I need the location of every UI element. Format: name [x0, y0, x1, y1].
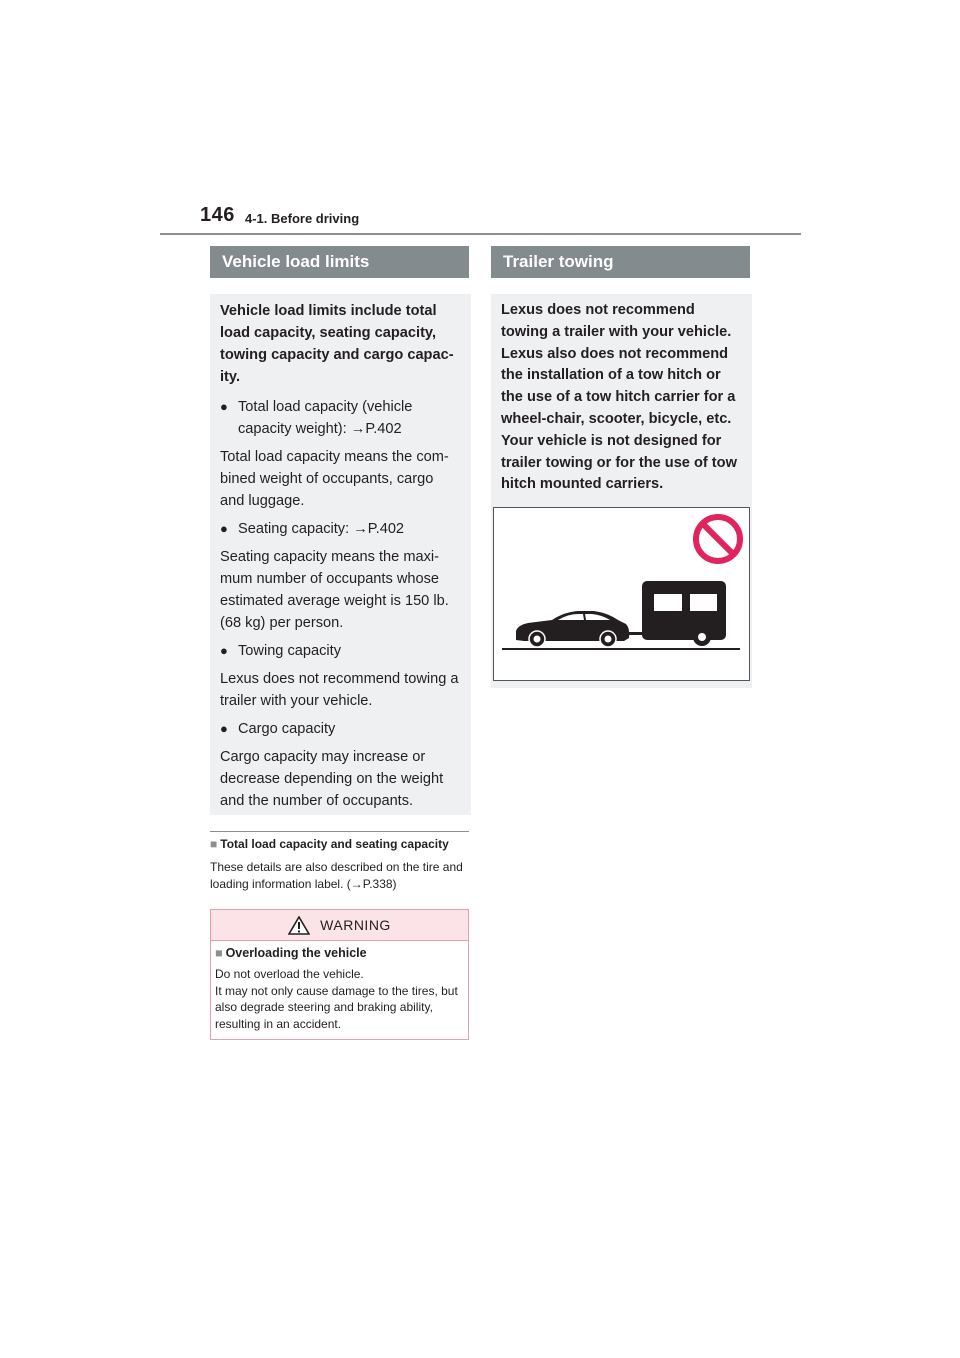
list-item — [220, 396, 461, 440]
warning-heading-text: Overloading the vehicle — [225, 946, 367, 960]
bullet-description: Cargo capacity may increase or decrease depending on the weight and the number of occupants. — [220, 749, 444, 809]
bullet-text: Total load capacity (vehicle capacity weight): →P.402 — [238, 399, 413, 437]
list-item — [220, 518, 461, 540]
warning-box — [210, 909, 469, 1040]
warning-body — [211, 960, 468, 1032]
warning-line: Do not overload the vehicle. — [215, 967, 364, 981]
bullet-icon: ● — [220, 721, 228, 736]
header-rule — [160, 233, 801, 235]
bullet-text: Towing capacity — [238, 643, 342, 659]
note-heading-text: Total load capacity and seating capacity — [220, 837, 449, 851]
vehicle-load-limits-title: Vehicle load limits — [210, 246, 469, 278]
bullet-text: Cargo capacity — [238, 721, 336, 737]
vehicle-load-limits-panel — [210, 294, 471, 815]
bullet-description: Lexus does not recommend towing a trailer with your vehicle. — [220, 671, 459, 709]
list-item — [220, 640, 461, 662]
list-item — [220, 718, 461, 740]
warning-heading — [211, 941, 468, 960]
trailer-icon — [626, 581, 726, 646]
warning-label: WARNING — [320, 917, 391, 933]
bullet-text: Seating capacity: →P.402 — [238, 521, 405, 537]
car-icon — [516, 611, 629, 647]
load-limits-intro: Vehicle load limits include total load capacity, seating capacity, towing capacity and cargo capac-ity. — [220, 303, 454, 385]
warning-header — [211, 910, 468, 941]
bullet-icon: ● — [220, 521, 228, 536]
bullet-description: Seating capacity means the maxi-mum number of occupants whose estimated average weight is 150 lb. (68 kg) per person. — [220, 549, 449, 631]
car-towing-trailer-image — [494, 508, 749, 680]
note-body: These details are also described on the tire and loading information label. (→P.338) — [210, 860, 463, 891]
square-icon: ■ — [215, 946, 223, 960]
note-rule — [210, 831, 469, 832]
bullet-description: Total load capacity means the com-bined weight of occupants, cargo and luggage. — [220, 449, 449, 509]
bullet-icon: ● — [220, 399, 228, 414]
trailer-towing-title: Trailer towing — [491, 246, 750, 278]
warning-line: It may not only cause damage to the tires, but also degrade steering and braking ability, resulting in an accident. — [215, 983, 458, 1031]
prohibition-icon — [696, 517, 740, 561]
trailer-illustration — [493, 507, 750, 681]
page-number: 146 — [200, 204, 235, 226]
section-label: 4-1. Before driving — [245, 211, 360, 226]
square-icon: ■ — [210, 837, 218, 851]
trailer-towing-text: Lexus does not recommend towing a trailer with your vehicle. Lexus also does not recommend the installation of a tow hitch or the use of a tow hitch carrier for a wheel-chair, scooter, bicycle, etc. Your vehicle is not designed for trailer towing or for the use of tow hitch mounted carriers. — [501, 302, 737, 493]
bullet-icon: ● — [220, 643, 228, 658]
note-heading — [210, 837, 449, 851]
warning-triangle-icon — [288, 916, 310, 935]
